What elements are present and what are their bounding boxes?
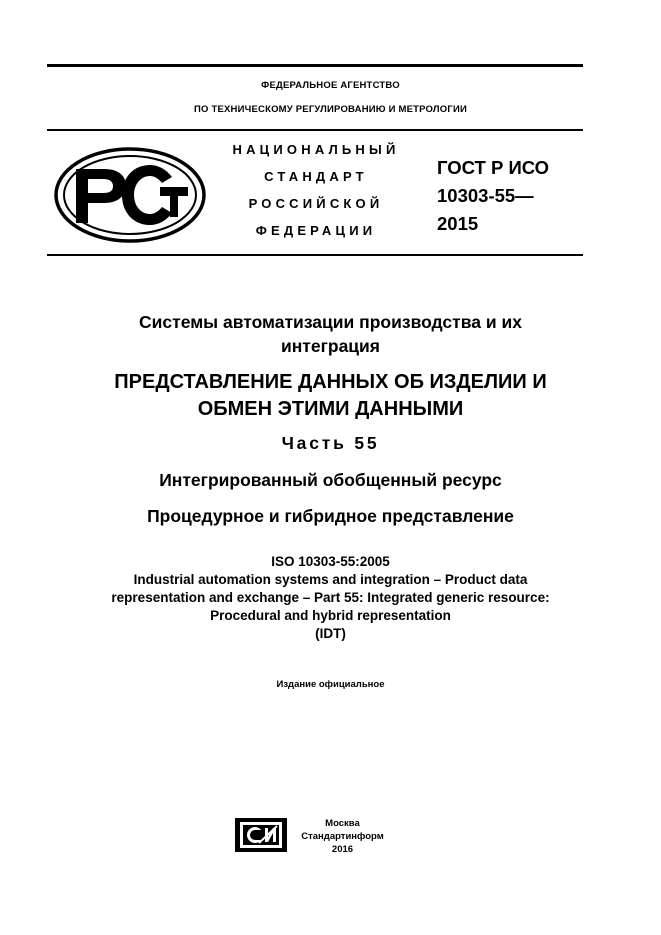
subtitle-1: Интегрированный обобщенный ресурс [159, 470, 502, 490]
top-rule [47, 64, 583, 67]
header-bottom-rule [47, 254, 583, 256]
main-title: ПРЕДСТАВЛЕНИЕ ДАННЫХ ОБ ИЗДЕЛИИ И ОБМЕН ЭТИМИ ДАННЫМИ [114, 371, 547, 420]
part-title: Часть 55 [281, 433, 380, 453]
series-title: Системы автоматизации производства и их интеграция [139, 312, 522, 356]
agency-line-1: ФЕДЕРАЛЬНОЕ АГЕНТСТВО [261, 80, 400, 91]
header-top-rule [47, 129, 583, 131]
standartinform-logo [233, 816, 289, 854]
designation-line-3: 2015 [437, 213, 479, 234]
standard-word-1: НАЦИОНАЛЬНЫЙ [232, 142, 400, 157]
edition-label: Издание официальное [276, 679, 385, 690]
standard-word-3: РОССИЙСКОЙ [248, 196, 384, 211]
iso-number: ISO 10303-55:2005 [271, 554, 390, 569]
agency-line-2: ПО ТЕХНИЧЕСКОМУ РЕГУЛИРОВАНИЮ И МЕТРОЛОГИИ [194, 104, 467, 115]
iso-title-line-3: Procedural and hybrid representation [210, 608, 451, 623]
iso-idt: (IDT) [315, 626, 346, 641]
iso-title-line-2: representation and exchange – Part 55: Integrated generic resource: [111, 590, 550, 605]
standard-word-4: ФЕДЕРАЦИИ [255, 223, 377, 238]
publisher-year: 2016 [331, 844, 354, 855]
subtitle-2: Процедурное и гибридное представление [147, 506, 514, 526]
gost-r-logo [54, 147, 206, 243]
standard-word-2: СТАНДАРТ [264, 169, 368, 184]
iso-title-line-1: Industrial automation systems and integration – Product data [133, 572, 528, 587]
publisher-city: Москва [325, 818, 360, 829]
publisher-name: Стандартинформ [301, 831, 384, 842]
designation-line-1: ГОСТ Р ИСО [437, 157, 550, 178]
designation-line-2: 10303-55— [437, 185, 534, 206]
